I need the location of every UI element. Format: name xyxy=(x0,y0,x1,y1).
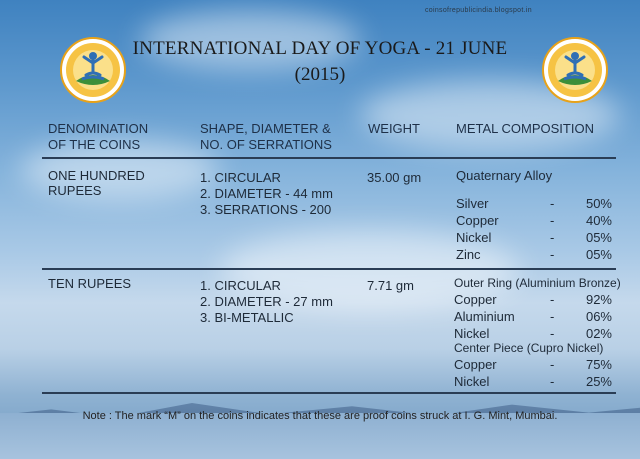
coin2-weight: 7.71 gm xyxy=(367,278,414,293)
header-denomination-2: OF THE COINS xyxy=(48,137,141,152)
header-divider xyxy=(42,157,616,159)
header-shape-1: SHAPE, DIAMETER & xyxy=(200,121,331,136)
coin2-center-metal-dash: - xyxy=(550,374,555,389)
coin2-outer-metal-name: Nickel xyxy=(454,326,490,341)
coin1-denomination-1: ONE HUNDRED xyxy=(48,168,145,183)
coin1-metal-pct: 50% xyxy=(585,196,612,211)
coin1-metal-name: Copper xyxy=(456,213,499,228)
coin2-shape-3: 3. BI-METALLIC xyxy=(200,310,294,325)
coin1-weight: 35.00 gm xyxy=(367,170,422,185)
header-shape-2: NO. OF SERRATIONS xyxy=(200,137,332,152)
coin1-alloy: Quaternary Alloy xyxy=(456,168,553,183)
coin1-denomination-2: RUPEES xyxy=(48,183,102,198)
header-metal: METAL COMPOSITION xyxy=(456,121,594,136)
coin1-metal-dash: - xyxy=(550,213,555,228)
proof-coin-note: Note : The mark “M” on the coins indicates that these are proof coins struck at I. G. Mint, Mumbai. xyxy=(82,410,558,422)
coin2-outer-metal-name: Copper xyxy=(454,292,497,307)
coin1-metal-dash: - xyxy=(550,230,555,245)
coin1-metal-name: Zinc xyxy=(456,247,481,262)
coin1-metal-dash: - xyxy=(550,196,555,211)
coin2-outer-metal-pct: 92% xyxy=(585,292,612,307)
bottom-divider xyxy=(42,392,616,394)
coin1-metal-name: Silver xyxy=(456,196,489,211)
coin2-center-metal-name: Nickel xyxy=(454,374,490,389)
coin1-metal-pct: 05% xyxy=(585,247,612,262)
coin1-metal-pct: 05% xyxy=(585,230,612,245)
coin2-outer-metal-dash: - xyxy=(550,309,555,324)
coin2-center-piece: Center Piece (Cupro Nickel) xyxy=(454,341,604,355)
header-denomination-1: DENOMINATION xyxy=(48,121,149,136)
coin1-shape-3: 3. SERRATIONS - 200 xyxy=(200,202,332,217)
header-weight: WEIGHT xyxy=(368,121,420,136)
coin2-outer-metal-name: Aluminium xyxy=(454,309,515,324)
page-title: INTERNATIONAL DAY OF YOGA - 21 JUNE xyxy=(132,38,508,59)
coin1-shape-1: 1. CIRCULAR xyxy=(200,170,281,185)
coin2-outer-metal-dash: - xyxy=(550,292,555,307)
row-divider xyxy=(42,268,616,270)
coin2-center-metal-pct: 25% xyxy=(585,374,612,389)
coin1-metal-pct: 40% xyxy=(585,213,612,228)
coin2-shape-2: 2. DIAMETER - 27 mm xyxy=(200,294,333,309)
coin1-shape-2: 2. DIAMETER - 44 mm xyxy=(200,186,333,201)
coin2-outer-ring: Outer Ring (Aluminium Bronze) xyxy=(454,276,621,290)
coin2-denomination: TEN RUPEES xyxy=(48,276,132,291)
coin2-center-metal-pct: 75% xyxy=(585,357,612,372)
coin2-outer-metal-pct: 02% xyxy=(585,326,612,341)
page-subtitle: (2015) xyxy=(294,64,346,85)
coin2-center-metal-name: Copper xyxy=(454,357,497,372)
watermark: coinsofrepublicindia.blogspot.in xyxy=(425,7,532,14)
coin2-outer-metal-pct: 06% xyxy=(585,309,612,324)
coin1-metal-name: Nickel xyxy=(456,230,492,245)
coin2-outer-metal-dash: - xyxy=(550,326,555,341)
coin1-metal-dash: - xyxy=(550,247,555,262)
coin2-center-metal-dash: - xyxy=(550,357,555,372)
coin2-shape-1: 1. CIRCULAR xyxy=(200,278,281,293)
